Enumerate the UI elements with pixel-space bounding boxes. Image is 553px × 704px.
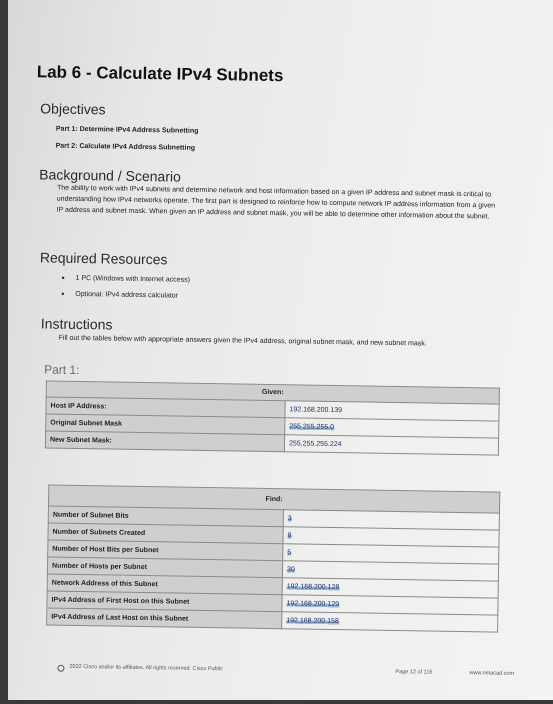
instructions-heading: Instructions (40, 315, 113, 333)
find-table (46, 485, 500, 633)
page-title: Lab 6 - Calculate IPv4 Subnets (36, 62, 284, 86)
background-text: The ability to work with IPv4 subnets and determine network and host information based on a given IP address and subnet mask is critical to understanding how IPv4 networks operate. The first part is designed to reinforce how to compute network IP address information from a given IP address and subnet mask. When given an IP address and subnet mask, you will be able to determine other information about the subnet. (56, 184, 496, 221)
footer-copyright: 2022 Cisco and/or its affiliates. All rights reserved. Cisco Public (69, 663, 223, 673)
host-ip-value: 192.168.200.139 (285, 401, 499, 421)
answer-value: 192.168.200.129 (286, 599, 340, 608)
row-label: IPv4 Address of Last Host on this Subnet (47, 608, 282, 629)
row-label: Network Address of this Subnet (47, 574, 282, 595)
answer-value: 192.168.200.158 (286, 616, 339, 625)
find-header: Find: (48, 485, 499, 513)
row-label: Number of Hosts per Subnet (47, 557, 282, 578)
resource-item: • Optional: IPv4 address calculator (75, 289, 178, 302)
row-label: Host IP Address: (46, 397, 285, 418)
new-mask-value: 255.255.255.224 (284, 435, 498, 455)
answer-value: 3 (287, 514, 292, 522)
answer-value: 5 (287, 548, 292, 556)
original-mask-value: 255.255.255.0 (289, 422, 335, 431)
row-label: Number of Subnet Bits (48, 506, 283, 527)
background-heading: Background / Scenario (39, 166, 181, 185)
row-label: Number of Host Bits per Subnet (48, 540, 283, 561)
objectives-heading: Objectives (40, 100, 106, 118)
part1-label: Part 1: (44, 362, 80, 378)
answer-value: 8 (287, 531, 292, 539)
row-label: Number of Subnets Created (48, 523, 283, 544)
resource-item: • 1 PC (Windows with Internet access) (75, 273, 190, 286)
copyright-icon (57, 665, 64, 672)
instructions-text: Fill out the tables below with appropriate answers given the IPv4 address, original subnet mask, and new subnet mask. (58, 334, 427, 348)
row-label: Original Subnet Mask (46, 414, 285, 435)
answer-value: 30 (286, 565, 295, 573)
given-header: Given: (46, 381, 499, 404)
row-label: IPv4 Address of First Host on this Subnet (47, 591, 282, 612)
footer-page: Page 12 of 116 (395, 669, 433, 676)
row-label: New Subnet Mask: (45, 431, 284, 452)
resources-heading: Required Resources (39, 249, 168, 268)
answer-value: 192.168.200.128 (286, 582, 340, 591)
footer-site: www.netacad.com (469, 670, 515, 677)
objective-item: Part 1: Determine IPv4 Address Subnetting (55, 125, 199, 135)
objective-item: Part 2: Calculate IPv4 Address Subnetting (55, 142, 196, 152)
given-table (45, 380, 500, 455)
